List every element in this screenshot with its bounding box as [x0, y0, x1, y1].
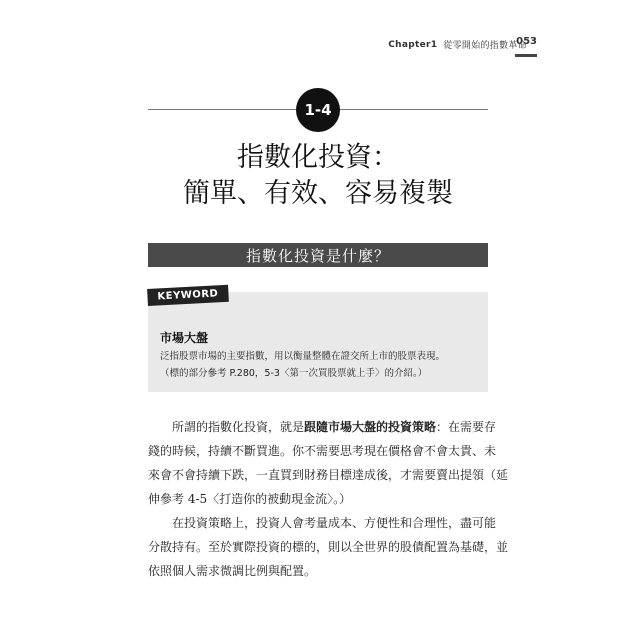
text-run: 所謂的指數化投資，就是 — [172, 420, 305, 434]
paragraph-line — [148, 415, 497, 439]
keyword-box — [148, 288, 488, 392]
keyword-def-line-1: 泛指股票市場的主要指數，用以衡量整體在證交所上市的股票表現。 — [160, 351, 446, 362]
paragraph-line: 在投資策略上，投資人會考量成本、方便性和合理性，盡可能 — [172, 516, 497, 530]
title-line-1: 指數化投資： — [237, 142, 399, 173]
running-header — [388, 38, 527, 51]
paragraph-line: 依照個人需求微調比例與配置。 — [148, 564, 317, 578]
keyword-term: 市場大盤 — [160, 331, 209, 345]
paragraph-2 — [148, 511, 509, 583]
paragraph-1 — [148, 415, 509, 511]
keyword-def-line-2: （標的部分參考 P.280，5-3〈第一次買股票就上手〉的介紹。） — [160, 368, 428, 379]
keyword-definition — [160, 348, 485, 382]
highlight-text: 跟隨市場大盤的投資策略 — [304, 420, 437, 434]
page-title — [148, 140, 488, 212]
text-run: ：在需要存 — [436, 420, 497, 434]
paragraph-line: 錢的時候，持續不斷買進。你不需要思考現在價格會不會太貴、未 — [148, 444, 497, 458]
paragraph-line: 伸參考 4-5〈打造你的被動現金流〉。） — [148, 492, 352, 506]
paragraph-line: 分散持有。至於實際投資的標的，則以全世界的股債配置為基礎，並 — [148, 540, 509, 554]
section-number-badge: 1-4 — [296, 88, 340, 132]
title-line-2: 簡單、有效、容易複製 — [183, 178, 453, 209]
body-text — [148, 415, 509, 583]
chapter-label: Chapter1 — [388, 39, 438, 50]
keyword-tag: KEYWORD — [147, 285, 229, 306]
paragraph-line: 來會不會持續下跌，一直買到財務目標達成後，才需要賣出提領（延 — [148, 468, 509, 482]
chapter-title: 從零開始的指數革命 — [443, 41, 527, 51]
page-number: 053 — [515, 36, 537, 57]
subheading-banner: 指數化投資是什麼？ — [148, 243, 488, 267]
